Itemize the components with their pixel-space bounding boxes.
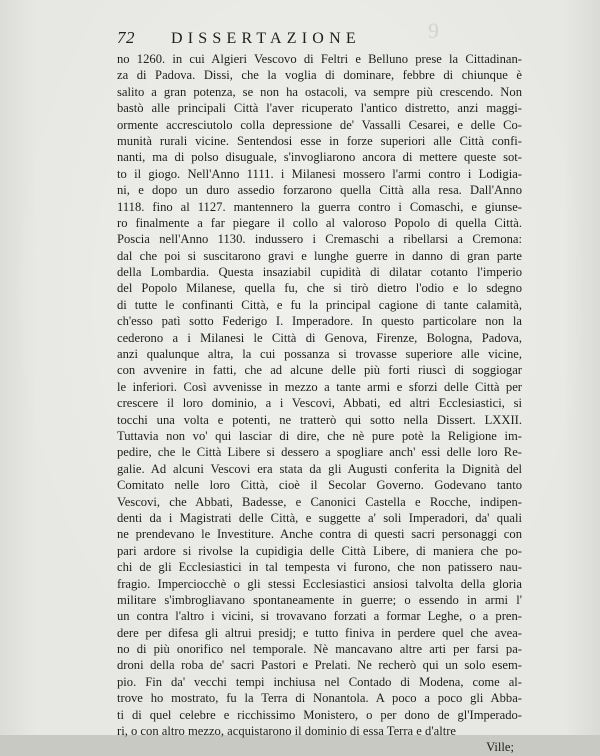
page-header: [117, 28, 522, 50]
text-line: cederono a i Milanesi le Città di Genova, Firenze, Bologna, Padova,: [117, 330, 522, 345]
text-line: ro finalmente a far piegare il collo al valoroso Popolo di quella Città.: [117, 215, 522, 230]
text-line: ni, e dopo un duro assedio forzarono quella Città alla resa. Dall'Anno: [117, 183, 522, 198]
text-line: ri, o con altro mezzo, acquistarono il dominio di essa Terra e d'altre: [117, 724, 456, 739]
text-line: pari ardore si rivolse la cupidigia delle Città Libere, di maniera che po-: [117, 543, 522, 558]
text-line: un contra l'altro i vicini, si trovavano forzati a formar Leghe, o a pren-: [117, 609, 522, 624]
text-line: anzi qualunque altra, la cui possanza si trovasse superiore alle vicine,: [117, 347, 522, 362]
text-line: pedire, che le Città Libere si dessero a spogliare anch' essi delle loro Re-: [117, 445, 522, 460]
text-line: ormente accresciutolo colla depressione de' Vassalli Cesarei, e delle Co-: [117, 117, 522, 132]
text-line: droni della roba de' sacri Pastori e Prelati. Ne recherò qui un solo esem-: [117, 658, 522, 673]
text-line: ti di quel celebre e ricchissimo Monistero, o per dono de gl'Imperado-: [117, 707, 522, 722]
body-text: [117, 51, 522, 739]
text-line: militare s'imbrogliavano spontaneamente in guerre; o essendo in armi l': [117, 592, 522, 607]
text-line: ne prendevano le Investiture. Anche contra di questi sacri personaggi con: [117, 527, 522, 542]
text-line: Comitato nelle loro Città, cioè il Secolar Governo. Godevano tanto: [117, 478, 522, 493]
text-line: Vescovi, che Abbati, Badesse, e Canonici Castella e Rocche, indipen-: [117, 494, 522, 509]
text-line: galie. Ad alcuni Vescovi era stata da gli Augusti conferita la Dignità del: [117, 461, 522, 476]
text-line: dal che poi si suscitarono gravi e lunghe guerre in danno di gran parte: [117, 248, 522, 263]
text-line: za di Padova. Dissi, che la voglia di dominare, febbre di chiunque è: [117, 68, 522, 83]
text-line: fragio. Imperciocchè o gli stessi Ecclesiastici ansiosi talvolta della gloria: [117, 576, 522, 591]
text-line: salito a gran potenza, se non ha ostacoli, va sempre più crescendo. Non: [117, 84, 522, 99]
text-line: del Popolo Milanese, quella fu, che si tirò dietro l'odio e lo sdegno: [117, 281, 522, 296]
text-line: bastò alle principali Città l'aver ricuperato l'antico distretto, anzi maggi-: [117, 101, 522, 116]
text-line: dere per difesa gli altrui presidj; e tutto finiva in perdere quel che avea-: [117, 625, 522, 640]
text-line: le inferiori. Così avvenisse in mezzo a tante armi e sforzi delle Città per: [117, 379, 522, 394]
text-line: munità rurali vicine. Sentendosi esse in forze superiori alle Città confi-: [117, 133, 522, 148]
text-line: ch'esso patì sotto Federigo I. Imperadore. In questo particolare non la: [117, 314, 522, 329]
text-line: trove ho mostrato, fu la Terra di Nonantola. A poco a poco gli Abba-: [117, 691, 522, 706]
bleed-through-mark: 9: [428, 18, 443, 43]
text-line: crescere il loro dominio, a i Vescovi, Abbati, ed altri Ecclesiastici, si: [117, 396, 522, 411]
text-line: chi de gli Ecclesiastici in tal tempesta vi furono, che non patissero nau-: [117, 560, 522, 575]
text-line: denti da i Magistrati delle Città, e suggette a' soli Imperadori, da' quali: [117, 510, 522, 525]
text-line: 1118. fino al 1127. mantennero la guerra contro i Comaschi, e giunse-: [117, 199, 522, 214]
text-line: nanti, ma di polso disuguale, s'invogliarono ancora di mettere queste sot-: [117, 150, 522, 165]
catchword: Ville;: [486, 740, 514, 755]
text-line: no 1260. in cui Algieri Vescovo di Feltri e Belluno prese la Cittadinan-: [117, 52, 522, 66]
text-line: di tutte le confinanti Città, e fu la principal cagione di tante calamità,: [117, 297, 522, 312]
text-line: della Lombardia. Questa insaziabil cupidità di dilatar cotanto l'imperio: [117, 265, 522, 280]
text-line: no di più onorifico nel temporale. Nè mancavano altre arti per farsi pa-: [117, 642, 522, 657]
text-line: tocchi una volta e potenti, ne tratterò qui sotto nella Dissert. LXXII.: [117, 412, 522, 427]
text-line: Poscia nell'Anno 1130. indussero i Cremaschi a ribellarsi a Cremona:: [117, 232, 522, 247]
text-line: con avvenire in fatti, che ad alcune delle più forti riuscì di soggiogar: [117, 363, 522, 378]
running-title: DISSERTAZIONE: [171, 30, 361, 47]
text-line: Tuttavia non vo' qui lasciar di dire, che nè pure potè la Religione im-: [117, 428, 522, 443]
text-line: pio. Fin da' vecchi tempi inchiusa nel Contado di Modena, come al-: [117, 674, 522, 689]
page-number: 72: [117, 28, 135, 47]
text-line: to il giogo. Nell'Anno 1111. i Milanesi mossero l'armi contro i Lodigia-: [117, 166, 522, 181]
text-block: [117, 28, 522, 756]
